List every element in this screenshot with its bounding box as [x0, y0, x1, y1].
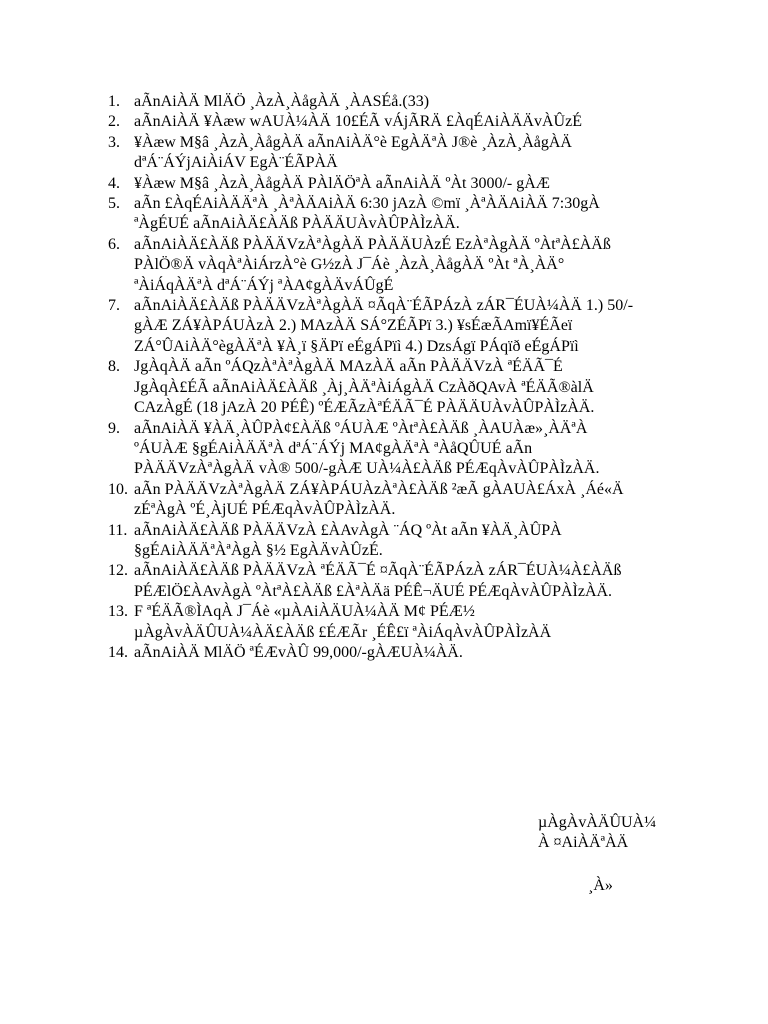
rule-number: 3.	[108, 133, 120, 151]
rule-item	[108, 296, 688, 357]
rule-text-line: aÃnAiÀÄ£ÀÄß PÀÄÄVzÀ ªÉÄÃ¯É ¤ÃqÀ¨ÉÃPÁzÀ zÁR¯ÉUÀ¼À£ÀÄß	[134, 562, 622, 580]
rule-text	[134, 194, 688, 235]
rules-list	[108, 92, 688, 663]
rule-text-line: µÀgÀvÀÄÛUÀ¼ÀÄ£ÀÄß £ÉÆÃr ¸ÉÊ£ï ªÀiÁqÀvÀÛPÀÌzÀÄ	[134, 623, 552, 641]
rule-item	[108, 92, 688, 112]
rule-number: 6.	[108, 235, 120, 253]
rule-number: 10.	[108, 480, 128, 498]
signature-block	[538, 813, 698, 853]
signature-line-1: µÀgÀvÀÄÛUÀ¼	[538, 814, 657, 831]
rule-text-line: gÀÆ ZÁ¥ÀPÁUÀzÀ 2.) MAzÀÄ SÁ°ZÉÃPï 3.) ¥sÉæÃAmï¥ÉÃeï	[134, 317, 573, 335]
rule-text	[134, 174, 688, 194]
rule-text-line: JgÀqÀ£ÉÃ aÃnAiÀÄ£ÀÄß ¸Àj¸ÀÄªÀiÁgÀÄ CzÀðQAvÀ ªÉÄÃ®àlÄ	[134, 378, 594, 396]
rule-item	[108, 561, 688, 602]
rule-text-line: aÃnAiÀÄ£ÀÄß PÀÄÄVzÀ £ÀAvÀgÀ ¨ÁQ ºÀt aÃn ¥ÀÄ¸ÀÛPÀ	[134, 521, 562, 539]
rule-item	[108, 194, 688, 235]
rule-text	[134, 419, 688, 480]
rule-number: 5.	[108, 195, 120, 213]
rule-number: 8.	[108, 358, 120, 376]
rule-number: 2.	[108, 113, 120, 131]
rule-text-line: PÀlÖ®Ä vÀqÀªÀiÁrzÀ°è G½zÀ J¯Áè ¸ÀzÀ¸ÀågÀÄ ºÀt ªÀ¸ÀÄ°	[134, 256, 565, 274]
rule-number: 14.	[108, 643, 128, 661]
rule-text-line: aÃn £ÀqÉAiÀÄÄªÀ ¸ÀªÀÄAiÀÄ 6:30 jAzÀ ©mï ¸ÀªÀÄAiÀÄ 7:30gÀ	[134, 195, 600, 213]
rule-text	[134, 112, 688, 132]
rule-text	[134, 602, 688, 643]
rule-number: 11.	[108, 521, 128, 539]
rule-text-line: ºÁUÀÆ §gÉAiÀÄÄªÀ dªÁ¨ÁÝj MA¢gÀÄªÀ ªÀåQÛUÉ aÃn	[134, 439, 533, 457]
rule-item	[108, 357, 688, 418]
rule-text-line: PÀÄÄVzÀªÀgÀÄ vÀ® 500/-gÀÆ UÀ¼À£ÀÄß PÉÆqÀvÀÛPÀÌzÀÄ.	[134, 460, 600, 478]
rule-text-line: aÃnAiÀÄ ¥Àæw wAUÀ¼ÀÄ 10£ÉÃ vÁjÃRÄ £ÀqÉAiÀÄÄvÀÛzÉ	[134, 113, 582, 131]
rule-text-line: CAzÀgÉ (18 jAzÀ 20 PÉÊ) ºÉÆÃzÀªÉÄÃ¯É PÀÄÄUÀvÀÛPÀÌzÀÄ.	[134, 399, 595, 417]
rule-item	[108, 133, 688, 174]
rule-text-line: PÉÆlÖ£ÀAvÀgÀ ºÀtªÀ£ÀÄß £ÀªÀÄä PÉÊ¬ÄUÉ PÉÆqÀvÀÛPÀÌzÀÄ.	[134, 582, 613, 600]
rule-text-line: dªÁ¨ÁÝjAiÀiÁV EgÀ¨ÉÃPÀÄ	[134, 154, 338, 172]
rule-text	[134, 357, 688, 418]
rule-text-line: ªÀgÉUÉ aÃnAiÀÄ£ÀÄß PÀÄÄUÀvÀÛPÀÌzÀÄ.	[134, 215, 460, 233]
rule-text-line: ZÁ°ÛAiÀÄ°ègÀÄªÀ ¥À¸ï §ÄPï eÉgÁPïì 4.) DzsÁgï PÁqïð eÉgÁPïì	[134, 337, 579, 355]
rule-item	[108, 602, 688, 643]
rule-item	[108, 480, 688, 521]
rule-text-line: ¥Àæw M§â ¸ÀzÀ¸ÀågÀÄ PÀlÄÖªÀ aÃnAiÀÄ ºÀt 3000/- gÀÆ	[134, 174, 550, 192]
rule-text	[134, 296, 688, 357]
rule-text	[134, 561, 688, 602]
rule-text-line: aÃnAiÀÄ£ÀÄß PÀÄÄVzÀªÀgÀÄ PÀÄÄUÀzÉ EzÀªÀgÀÄ ºÀtªÀ£ÀÄß	[134, 235, 611, 253]
rule-text-line: aÃnAiÀÄ MlÄÖ ªÉÆvÀÛ 99,000/-gÀÆUÀ¼ÀÄ.	[134, 643, 463, 661]
rule-number: 9.	[108, 419, 120, 437]
rule-text-line: JgÀqÀÄ aÃn ºÁQzÀªÀªÀgÀÄ MAzÀÄ aÃn PÀÄÄVzÀ ªÉÄÃ¯É	[134, 358, 563, 376]
rule-text	[134, 643, 688, 663]
rule-number: 4.	[108, 174, 120, 192]
rule-text-line: aÃnAiÀÄ MlÄÖ ¸ÀzÀ¸ÀågÀÄ ¸ÀASÉå.(33)	[134, 93, 430, 110]
signature-mark: ¸À»	[588, 877, 613, 894]
rule-text-line: ªÀiÁqÀÄªÀ dªÁ¨ÁÝj ªÀA¢gÀÄvÁÛgÉ	[134, 276, 394, 294]
rule-number: 12.	[108, 562, 128, 580]
rule-text	[134, 92, 688, 112]
rule-number: 13.	[108, 603, 128, 621]
rule-item	[108, 112, 688, 132]
rule-text-line: aÃn PÀÄÄVzÀªÀgÀÄ ZÁ¥ÀPÁUÀzÀªÀ£ÀÄß ²æÃ gÀAUÀ£ÁxÀ ¸Áé«Ä	[134, 480, 624, 498]
rule-text	[134, 521, 688, 562]
rule-item	[108, 419, 688, 480]
rule-text-line: aÃnAiÀÄ£ÀÄß PÀÄÄVzÀªÀgÀÄ ¤ÃqÀ¨ÉÃPÁzÀ zÁR¯ÉUÀ¼ÀÄ 1.) 50/-	[134, 297, 634, 315]
rule-item	[108, 235, 688, 296]
signature-line-2: À ¤AiÀÄªÀÄ	[538, 834, 629, 851]
rule-number: 1.	[108, 93, 120, 110]
rule-text	[134, 235, 688, 296]
rule-text	[134, 480, 688, 521]
rule-text-line: aÃnAiÀÄ ¥ÀÄ¸ÀÛPÀ¢£ÀÄß ºÁUÀÆ ºÀtªÀ£ÀÄß ¸ÀAUÀæ»¸ÀÄªÀ	[134, 419, 588, 437]
rule-item	[108, 643, 688, 663]
rule-item	[108, 174, 688, 194]
rule-text-line: ¥Àæw M§â ¸ÀzÀ¸ÀågÀÄ aÃnAiÀÄ°è EgÀÄªÀ J®è ¸ÀzÀ¸ÀågÀÄ	[134, 133, 572, 151]
rule-text	[134, 133, 688, 174]
rule-text-line: F ªÉÄÃ®ÌAqÀ J¯Áè «µÀAiÀÄUÀ¼ÀÄ M¢ PÉÆ½	[134, 603, 475, 621]
rule-text-line: §gÉAiÀÄÄªÀªÀgÀ §½ EgÀÄvÀÛzÉ.	[134, 541, 383, 559]
rule-item	[108, 521, 688, 562]
rule-number: 7.	[108, 297, 120, 315]
rule-text-line: zÉªÀgÀ ºÉ¸ÀjUÉ PÉÆqÀvÀÛPÀÌzÀÄ.	[134, 501, 396, 519]
